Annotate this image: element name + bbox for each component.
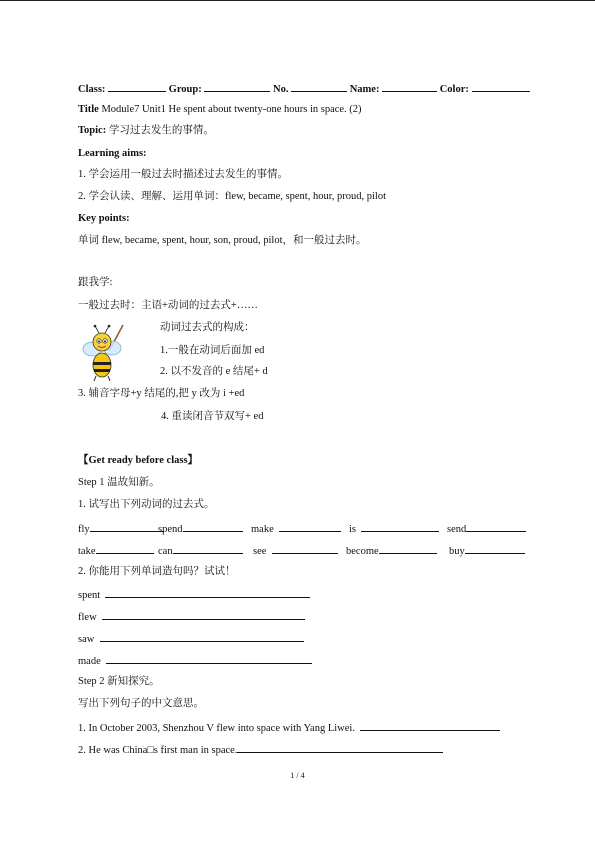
verb-spend: spend bbox=[158, 521, 243, 537]
rule-1: 1.一般在动词后面加 ed bbox=[160, 345, 265, 356]
rule-4: 4. 重读闭音节双写+ ed bbox=[161, 411, 264, 422]
rules-title: 动词过去式的构成： bbox=[160, 322, 255, 333]
verb-send: send bbox=[447, 521, 526, 537]
title-label: Title bbox=[78, 104, 99, 115]
student-info-line bbox=[78, 81, 530, 97]
sentence-made: made bbox=[78, 653, 312, 669]
page-number: 1 / 4 bbox=[290, 771, 305, 780]
topic-label: Topic: bbox=[78, 125, 107, 136]
step1-label: Step 1 温故知新。 bbox=[78, 477, 160, 488]
verb-see: see bbox=[253, 543, 338, 559]
sentence-saw: saw bbox=[78, 631, 304, 647]
verb-can: can bbox=[158, 543, 243, 559]
top-border bbox=[0, 0, 595, 1]
learn-heading: 跟我学: bbox=[78, 277, 113, 288]
rule-2: 2. 以不发音的 e 结尾+ d bbox=[160, 366, 268, 377]
group-label: Group: bbox=[168, 84, 202, 95]
step2-label: Step 2 新知探究。 bbox=[78, 676, 160, 687]
title-text: Module7 Unit1 He spent about twenty-one hours in space. (2) bbox=[98, 104, 362, 115]
sentence-flew: flew bbox=[78, 609, 305, 625]
color-field[interactable] bbox=[472, 81, 530, 92]
aim-item-1: 1. 学会运用一般过去时描述过去发生的事情。 bbox=[78, 169, 288, 180]
question-3: 写出下列句子的中文意思。 bbox=[78, 698, 204, 709]
question-2: 2. 你能用下列单词造句吗？试试！ bbox=[78, 566, 236, 577]
no-label: No. bbox=[273, 84, 289, 95]
bee-illustration bbox=[79, 321, 131, 383]
sentence-2: 2. He was China□s first man in space. bbox=[78, 742, 443, 758]
class-label: Class: bbox=[78, 84, 106, 95]
class-field[interactable] bbox=[108, 81, 166, 92]
key-points-heading: Key points: bbox=[78, 213, 130, 224]
topic-text: 学习过去发生的事情。 bbox=[106, 125, 214, 136]
key-points-text: 单词 flew, became, spent, hour, son, proud, pilot，和一般过去时。 bbox=[78, 235, 367, 246]
color-label: Color: bbox=[439, 84, 469, 95]
no-field[interactable] bbox=[291, 81, 347, 92]
formula-line: 一般过去时：主语+动词的过去式+…… bbox=[78, 300, 258, 311]
rule-3: 3. 辅音字母+y 结尾的,把 y 改为 i +ed bbox=[78, 388, 245, 399]
ready-heading: 【Get ready before class】 bbox=[78, 455, 199, 466]
question-1: 1. 试写出下列动词的过去式。 bbox=[78, 499, 215, 510]
aims-heading: Learning aims: bbox=[78, 148, 147, 159]
name-label: Name: bbox=[349, 84, 380, 95]
topic-line bbox=[78, 124, 214, 138]
verb-become: become bbox=[346, 543, 437, 559]
verb-fly: fly bbox=[78, 521, 164, 537]
verb-is: is bbox=[349, 521, 439, 537]
verb-make: make bbox=[251, 521, 341, 537]
verb-take: take bbox=[78, 543, 154, 559]
aim-item-2: 2. 学会认读、理解、运用单词：flew, became, spent, hour, proud, pilot bbox=[78, 191, 387, 202]
sentence-1: 1. In October 2003, Shenzhou V flew into space with Yang Liwei. bbox=[78, 720, 500, 736]
verb-buy: buy bbox=[449, 543, 525, 559]
name-field[interactable] bbox=[382, 81, 437, 92]
title-line bbox=[78, 103, 362, 117]
sentence-spent: spent bbox=[78, 587, 310, 603]
group-field[interactable] bbox=[204, 81, 270, 92]
